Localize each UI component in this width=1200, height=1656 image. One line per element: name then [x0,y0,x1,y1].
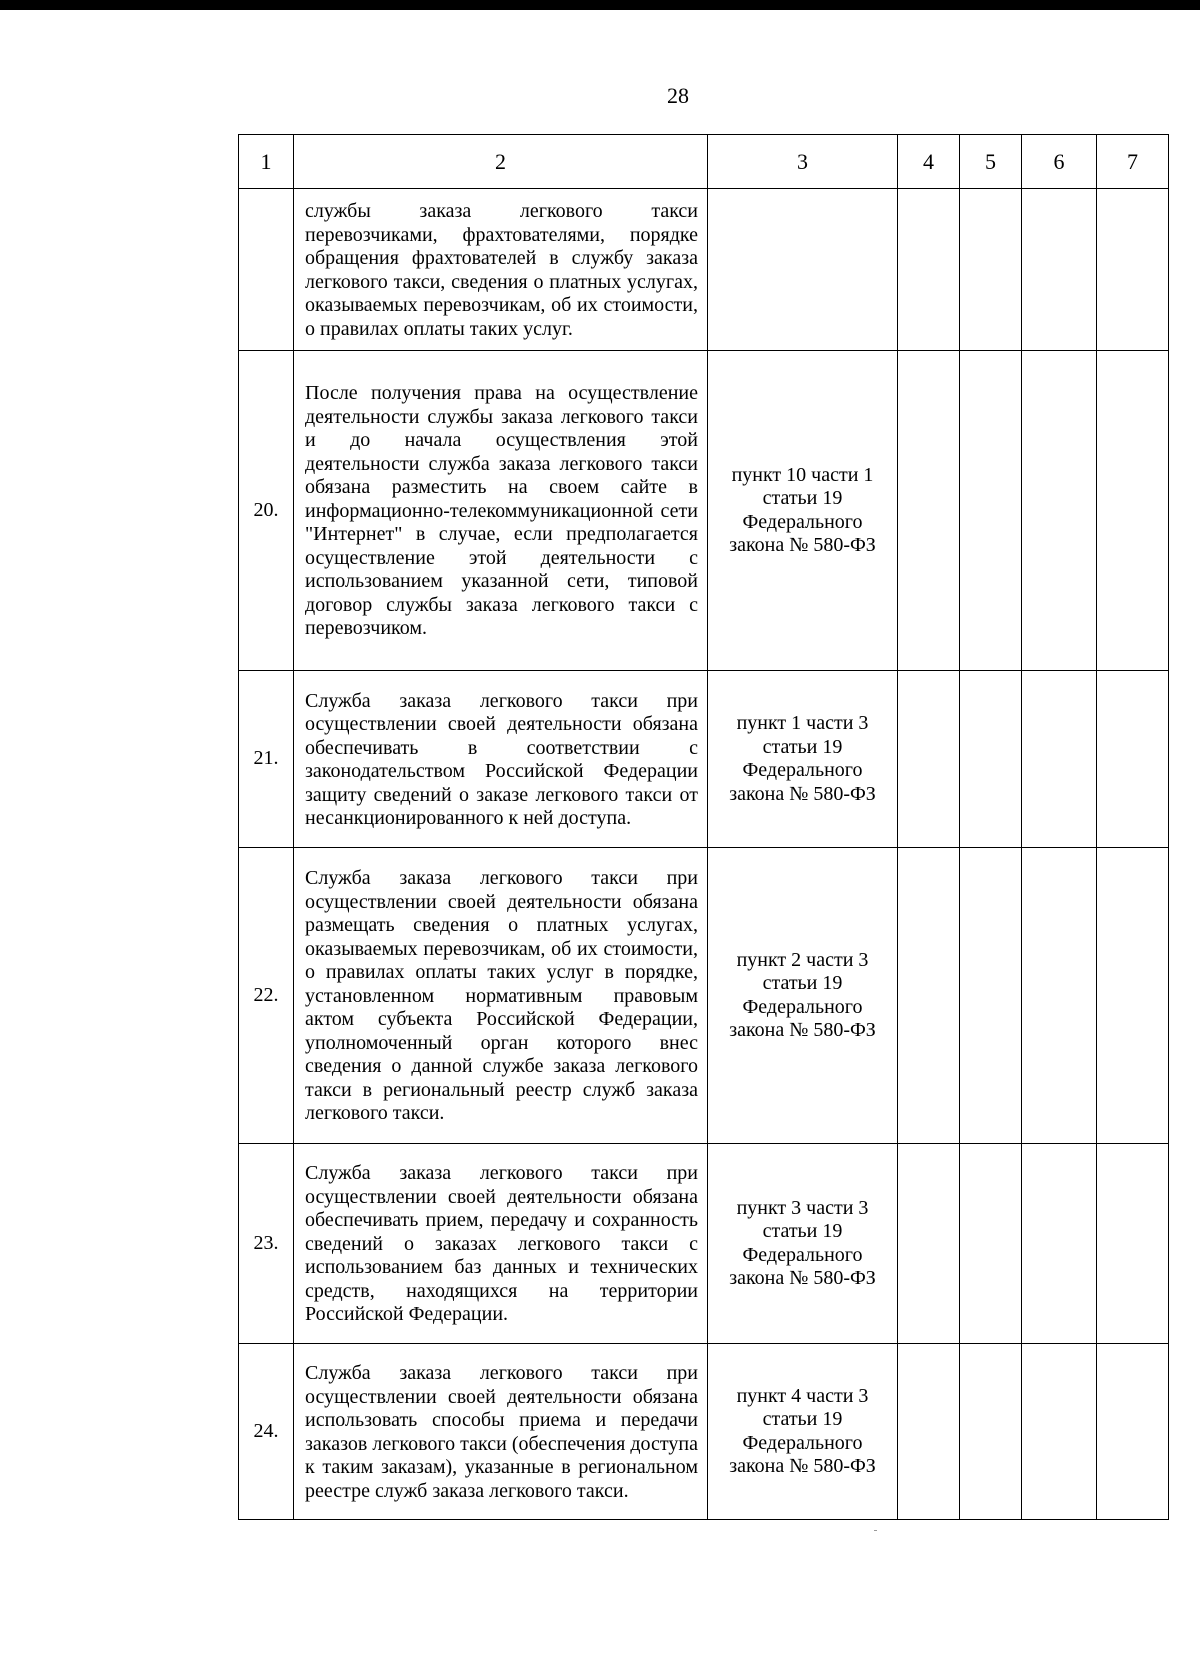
table-row [239,1144,1169,1344]
requirement-cell [294,351,708,671]
reference-cell [708,671,898,848]
row-number: 20. [239,351,294,671]
empty-cell [1097,1344,1169,1520]
empty-cell [1022,671,1097,848]
legal-reference: пункт 4 части 3 статьи 19 Федерального закона № 580-ФЗ [729,1384,876,1477]
empty-cell [1097,351,1169,671]
reference-cell [708,351,898,671]
empty-cell [960,351,1022,671]
requirement-text: Служба заказа легкового такси при осуществлении своей деятельности обязана обеспечивать прием, передачу и сохранность сведений о заказах легкового такси с использованием баз данных и технических средств, находящихся на территории Российской Федерации. [305,1162,698,1326]
empty-cell [1097,848,1169,1144]
table-row [239,189,1169,351]
requirement-cell [294,1344,708,1520]
scan-top-border [0,0,1200,10]
table-row [239,351,1169,671]
row-number: 23. [239,1144,294,1344]
empty-cell [1022,189,1097,351]
requirement-text: службы заказа легкового такси перевозчиками, фрахтователями, порядке обращения фрахтователей в службу заказа легкового такси, сведения о платных услугах, оказываемых перевозчикам, об их стоимости, о правилах оплаты таких услуг. [305,200,698,340]
requirement-cell [294,1144,708,1344]
empty-cell [960,1344,1022,1520]
empty-cell [1022,848,1097,1144]
header-cell: 2 [294,135,708,189]
legal-reference: пункт 10 части 1 статьи 19 Федерального закона № 580-ФЗ [729,463,876,556]
header-cell: 1 [239,135,294,189]
requirement-text: Служба заказа легкового такси при осуществлении своей деятельности обязана использовать способы приема и передачи заказов легкового такси (обеспечения доступа к таким заказам), указанные в региональном реестре служб заказа легкового такси. [305,1362,698,1502]
header-cell: 6 [1022,135,1097,189]
empty-cell [1022,1344,1097,1520]
row-number: 21. [239,671,294,848]
header-cell: 4 [898,135,960,189]
row-number: 24. [239,1344,294,1520]
empty-cell [898,1344,960,1520]
empty-cell [898,1144,960,1344]
requirement-cell [294,671,708,848]
empty-cell [898,848,960,1144]
empty-cell [1097,671,1169,848]
header-cell: 7 [1097,135,1169,189]
header-cell: 3 [708,135,898,189]
table-row [239,848,1169,1144]
legal-reference: пункт 3 части 3 статьи 19 Федерального закона № 580-ФЗ [729,1196,876,1289]
empty-cell [1097,189,1169,351]
requirements-table [238,134,1169,1520]
scan-speck [874,1530,877,1531]
empty-cell [1022,1144,1097,1344]
empty-cell [960,1144,1022,1344]
reference-cell [708,848,898,1144]
page-number: 28 [667,83,689,108]
empty-cell [898,351,960,671]
row-number: 22. [239,848,294,1144]
table-row [239,671,1169,848]
empty-cell [960,671,1022,848]
reference-cell [708,1344,898,1520]
requirement-text: После получения права на осуществление деятельности службы заказа легкового такси и до начала осуществления этой деятельности служба заказа легкового такси обязана разместить на своем сайте в информационно-телекоммуникационной сети "Интернет" в случае, если предполагается осуществление этой деятельности с использованием указанной сети, типовой договор службы заказа легкового такси с перевозчиком. [305,382,698,640]
empty-cell [898,189,960,351]
legal-reference: пункт 2 части 3 статьи 19 Федерального закона № 580-ФЗ [729,948,876,1041]
table-row [239,1344,1169,1520]
reference-cell [708,1144,898,1344]
empty-cell [1097,1144,1169,1344]
row-number [239,189,294,351]
requirement-cell [294,189,708,351]
empty-cell [1022,351,1097,671]
empty-cell [960,189,1022,351]
empty-cell [960,848,1022,1144]
legal-reference: пункт 1 части 3 статьи 19 Федерального закона № 580-ФЗ [729,712,876,805]
requirement-text: Служба заказа легкового такси при осуществлении своей деятельности обязана обеспечивать в соответствии с законодательством Российской Федерации защиту сведений о заказе легкового такси от несанкционированного к ней доступа. [305,689,698,829]
header-cell: 5 [960,135,1022,189]
reference-cell [708,189,898,351]
table-header-row [239,135,1169,189]
requirement-text: Служба заказа легкового такси при осуществлении своей деятельности обязана размещать сведения о платных услугах, оказываемых перевозчикам, об их стоимости, о правилах оплаты таких услуг в порядке, установленном нормативным правовым актом субъекта Российской Федерации, уполномоченный орган которого внес сведения о данной службе заказа легкового такси в региональный реестр служб заказа легкового такси. [305,867,698,1125]
requirement-cell [294,848,708,1144]
empty-cell [898,671,960,848]
